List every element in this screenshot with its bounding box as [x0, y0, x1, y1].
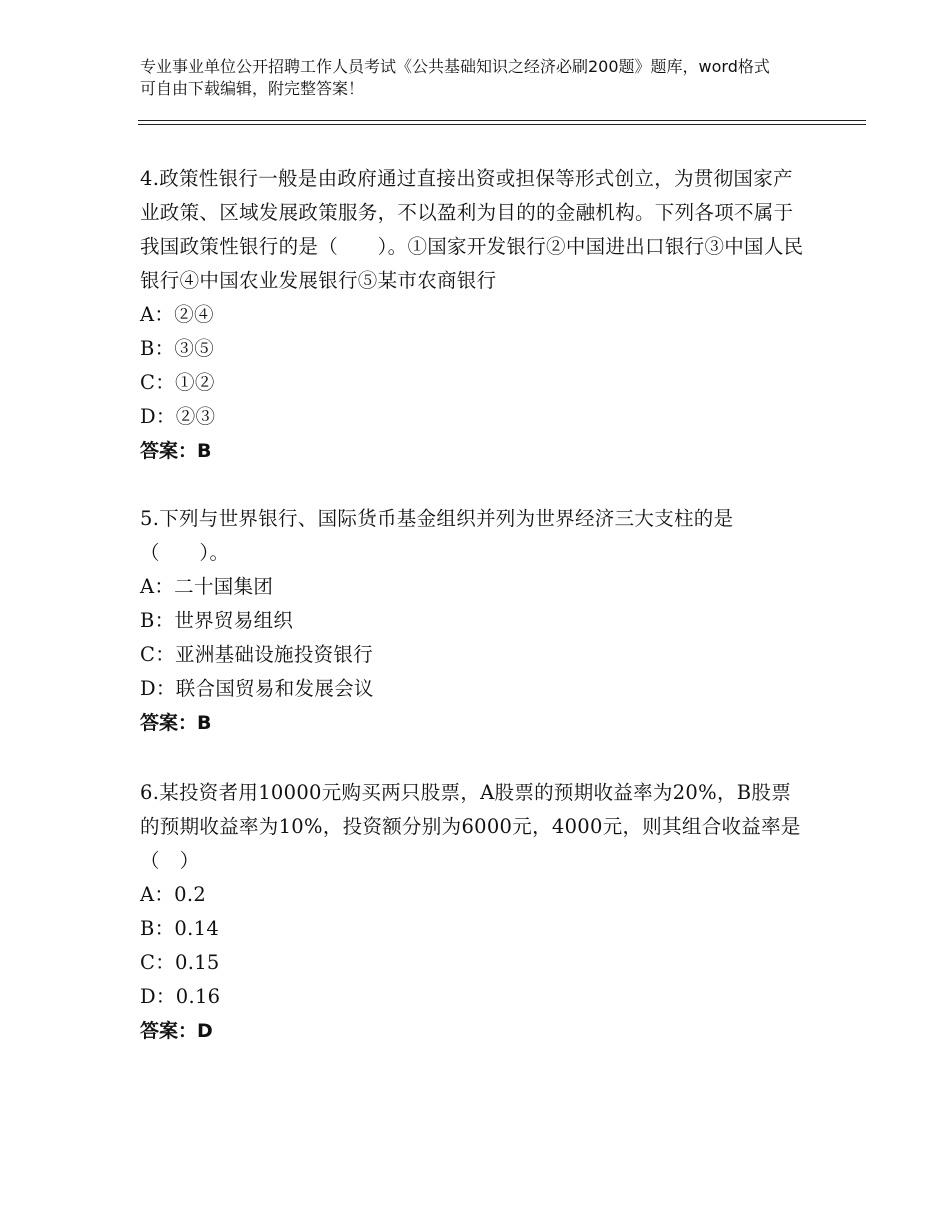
question-stem: 5.下列与世界银行、国际货币基金组织并列为世界经济三大支柱的是（ ）。: [140, 507, 734, 564]
header-divider-bottom: [138, 124, 866, 125]
question-6: [140, 776, 805, 1048]
option-b: B：0.14: [140, 917, 220, 940]
option-d: D：0.16: [140, 985, 221, 1008]
question-4: [140, 162, 805, 468]
answer-label: 答案：D: [140, 1020, 213, 1042]
option-c: C：0.15: [140, 951, 220, 974]
question-stem: 4.政策性银行一般是由政府通过直接出资或担保等形式创立，为贯彻国家产业政策、区域发展政策服务，不以盈利为目的的金融机构。下列各项不属于我国政策性银行的是（ ）。①国家开发银行②中国进出口银行③中国人民银行④中国农业发展银行⑤某市农商银行: [140, 167, 804, 292]
option-a: A：二十国集团: [140, 575, 274, 598]
answer-label: 答案：B: [140, 712, 212, 734]
option-c: C：①②: [140, 371, 215, 394]
question-5: [140, 502, 805, 740]
document-header: 专业事业单位公开招聘工作人员考试《公共基础知识之经济必刷200题》题库，word格式可自由下载编辑，附完整答案！: [140, 57, 770, 98]
question-stem: 6.某投资者用10000元购买两只股票，A股票的预期收益率为20%，B股票的预期收益率为10%，投资额分别为6000元，4000元，则其组合收益率是（ ）: [140, 781, 801, 872]
option-b: B：世界贸易组织: [140, 609, 294, 632]
option-d: D：联合国贸易和发展会议: [140, 677, 374, 700]
option-c: C：亚洲基础设施投资银行: [140, 643, 374, 666]
option-a: A：0.2: [140, 883, 207, 906]
option-d: D：②③: [140, 405, 216, 428]
option-a: A：②④: [140, 303, 214, 326]
header-divider-top: [138, 120, 866, 121]
answer-label: 答案：B: [140, 440, 212, 462]
option-b: B：③⑤: [140, 337, 215, 360]
